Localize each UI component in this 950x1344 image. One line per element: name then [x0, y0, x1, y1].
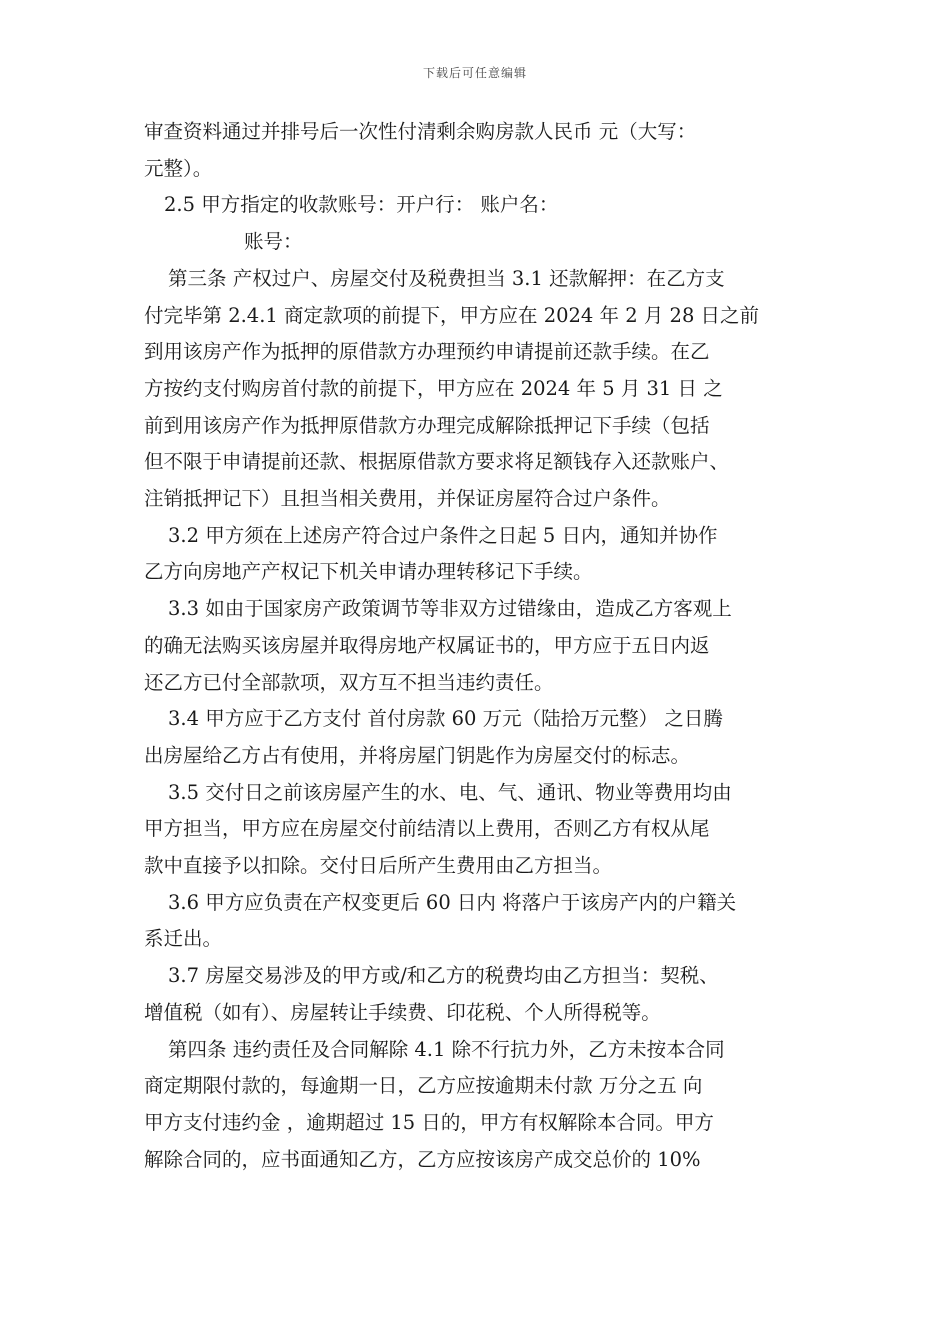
download-note: 下载后可任意编辑 — [422, 66, 527, 80]
text-line: 账号： — [244, 230, 303, 254]
text-line: 系迁出。 — [144, 927, 223, 951]
text-line: 解除合同的，应书面通知乙方，乙方应按该房产成交总价的 10% — [144, 1147, 701, 1171]
text-line: 到用该房产作为抵押的原借款方办理预约申请提前还款手续。在乙 — [144, 340, 710, 364]
text-line: 款中直接予以扣除。交付日后所产生费用由乙方担当。 — [144, 854, 613, 878]
text-line: 第三条 产权过户、房屋交付及税费担当 3.1 还款解押：在乙方支 — [168, 266, 725, 290]
text-line: 商定期限付款的，每逾期一日，乙方应按逾期未付款 万分之五 向 — [144, 1074, 703, 1098]
text-line: 审查资料通过并排号后一次性付清剩余购房款人民币 元（大写： — [144, 120, 697, 143]
text-line: 甲方担当，甲方应在房屋交付前结清以上费用，否则乙方有权从尾 — [144, 817, 710, 841]
text-line: 方按约支付购房首付款的前提下，甲方应在 2024 年 5 月 31 日 之 — [144, 376, 723, 400]
text-line: 元整）。 — [144, 156, 213, 180]
text-line: 但不限于申请提前还款、根据原借款方要求将足额钱存入还款账户、 — [144, 450, 730, 474]
text-line: 3.7 房屋交易涉及的甲方或/和乙方的税费均由乙方担当：契税、 — [168, 964, 719, 988]
document-body — [144, 114, 814, 1178]
text-line: 付完毕第 2.4.1 商定款项的前提下，甲方应在 2024 年 2 月 28 日之前 — [144, 303, 760, 327]
text-line: 甲方支付违约金 ，逾期超过 15 日的，甲方有权解除本合同。甲方 — [144, 1110, 714, 1134]
text-line: 3.2 甲方须在上述房产符合过户条件之日起 5 日内，通知并协作 — [168, 523, 718, 547]
text-line: 第四条 违约责任及合同解除 4.1 除不行抗力外，乙方未按本合同 — [168, 1037, 725, 1061]
text-line: 前到用该房产作为抵押原借款方办理完成解除抵押记下手续（包括 — [144, 413, 710, 437]
text-line: 出房屋给乙方占有使用，并将房屋门钥匙作为房屋交付的标志。 — [144, 743, 691, 767]
text-line: 的确无法购买该房屋并取得房地产权属证书的，甲方应于五日内返 — [144, 633, 710, 657]
text-line: 增值税（如有）、房屋转让手续费、印花税、个人所得税等。 — [144, 1000, 661, 1024]
text-line: 3.3 如由于国家房产政策调节等非双方过错缘由，造成乙方客观上 — [168, 597, 732, 621]
text-line: 3.5 交付日之前该房屋产生的水、电、气、通讯、物业等费用均由 — [168, 780, 732, 804]
text-line: 注销抵押记下）且担当相关费用，并保证房屋符合过户条件。 — [144, 487, 671, 511]
text-line: 乙方向房地产产权记下机关申请办理转移记下手续。 — [144, 560, 593, 584]
text-line: 3.4 甲方应于乙方支付 首付房款 60 万元（陆拾万元整） 之日腾 — [168, 707, 723, 731]
text-line: 2.5 甲方指定的收款账号：开户行： 账户名： — [164, 193, 559, 217]
text-line: 还乙方已付全部款项，双方互不担当违约责任。 — [144, 670, 554, 694]
text-line: 3.6 甲方应负责在产权变更后 60 日内 将落户于该房产内的户籍关 — [168, 890, 737, 914]
